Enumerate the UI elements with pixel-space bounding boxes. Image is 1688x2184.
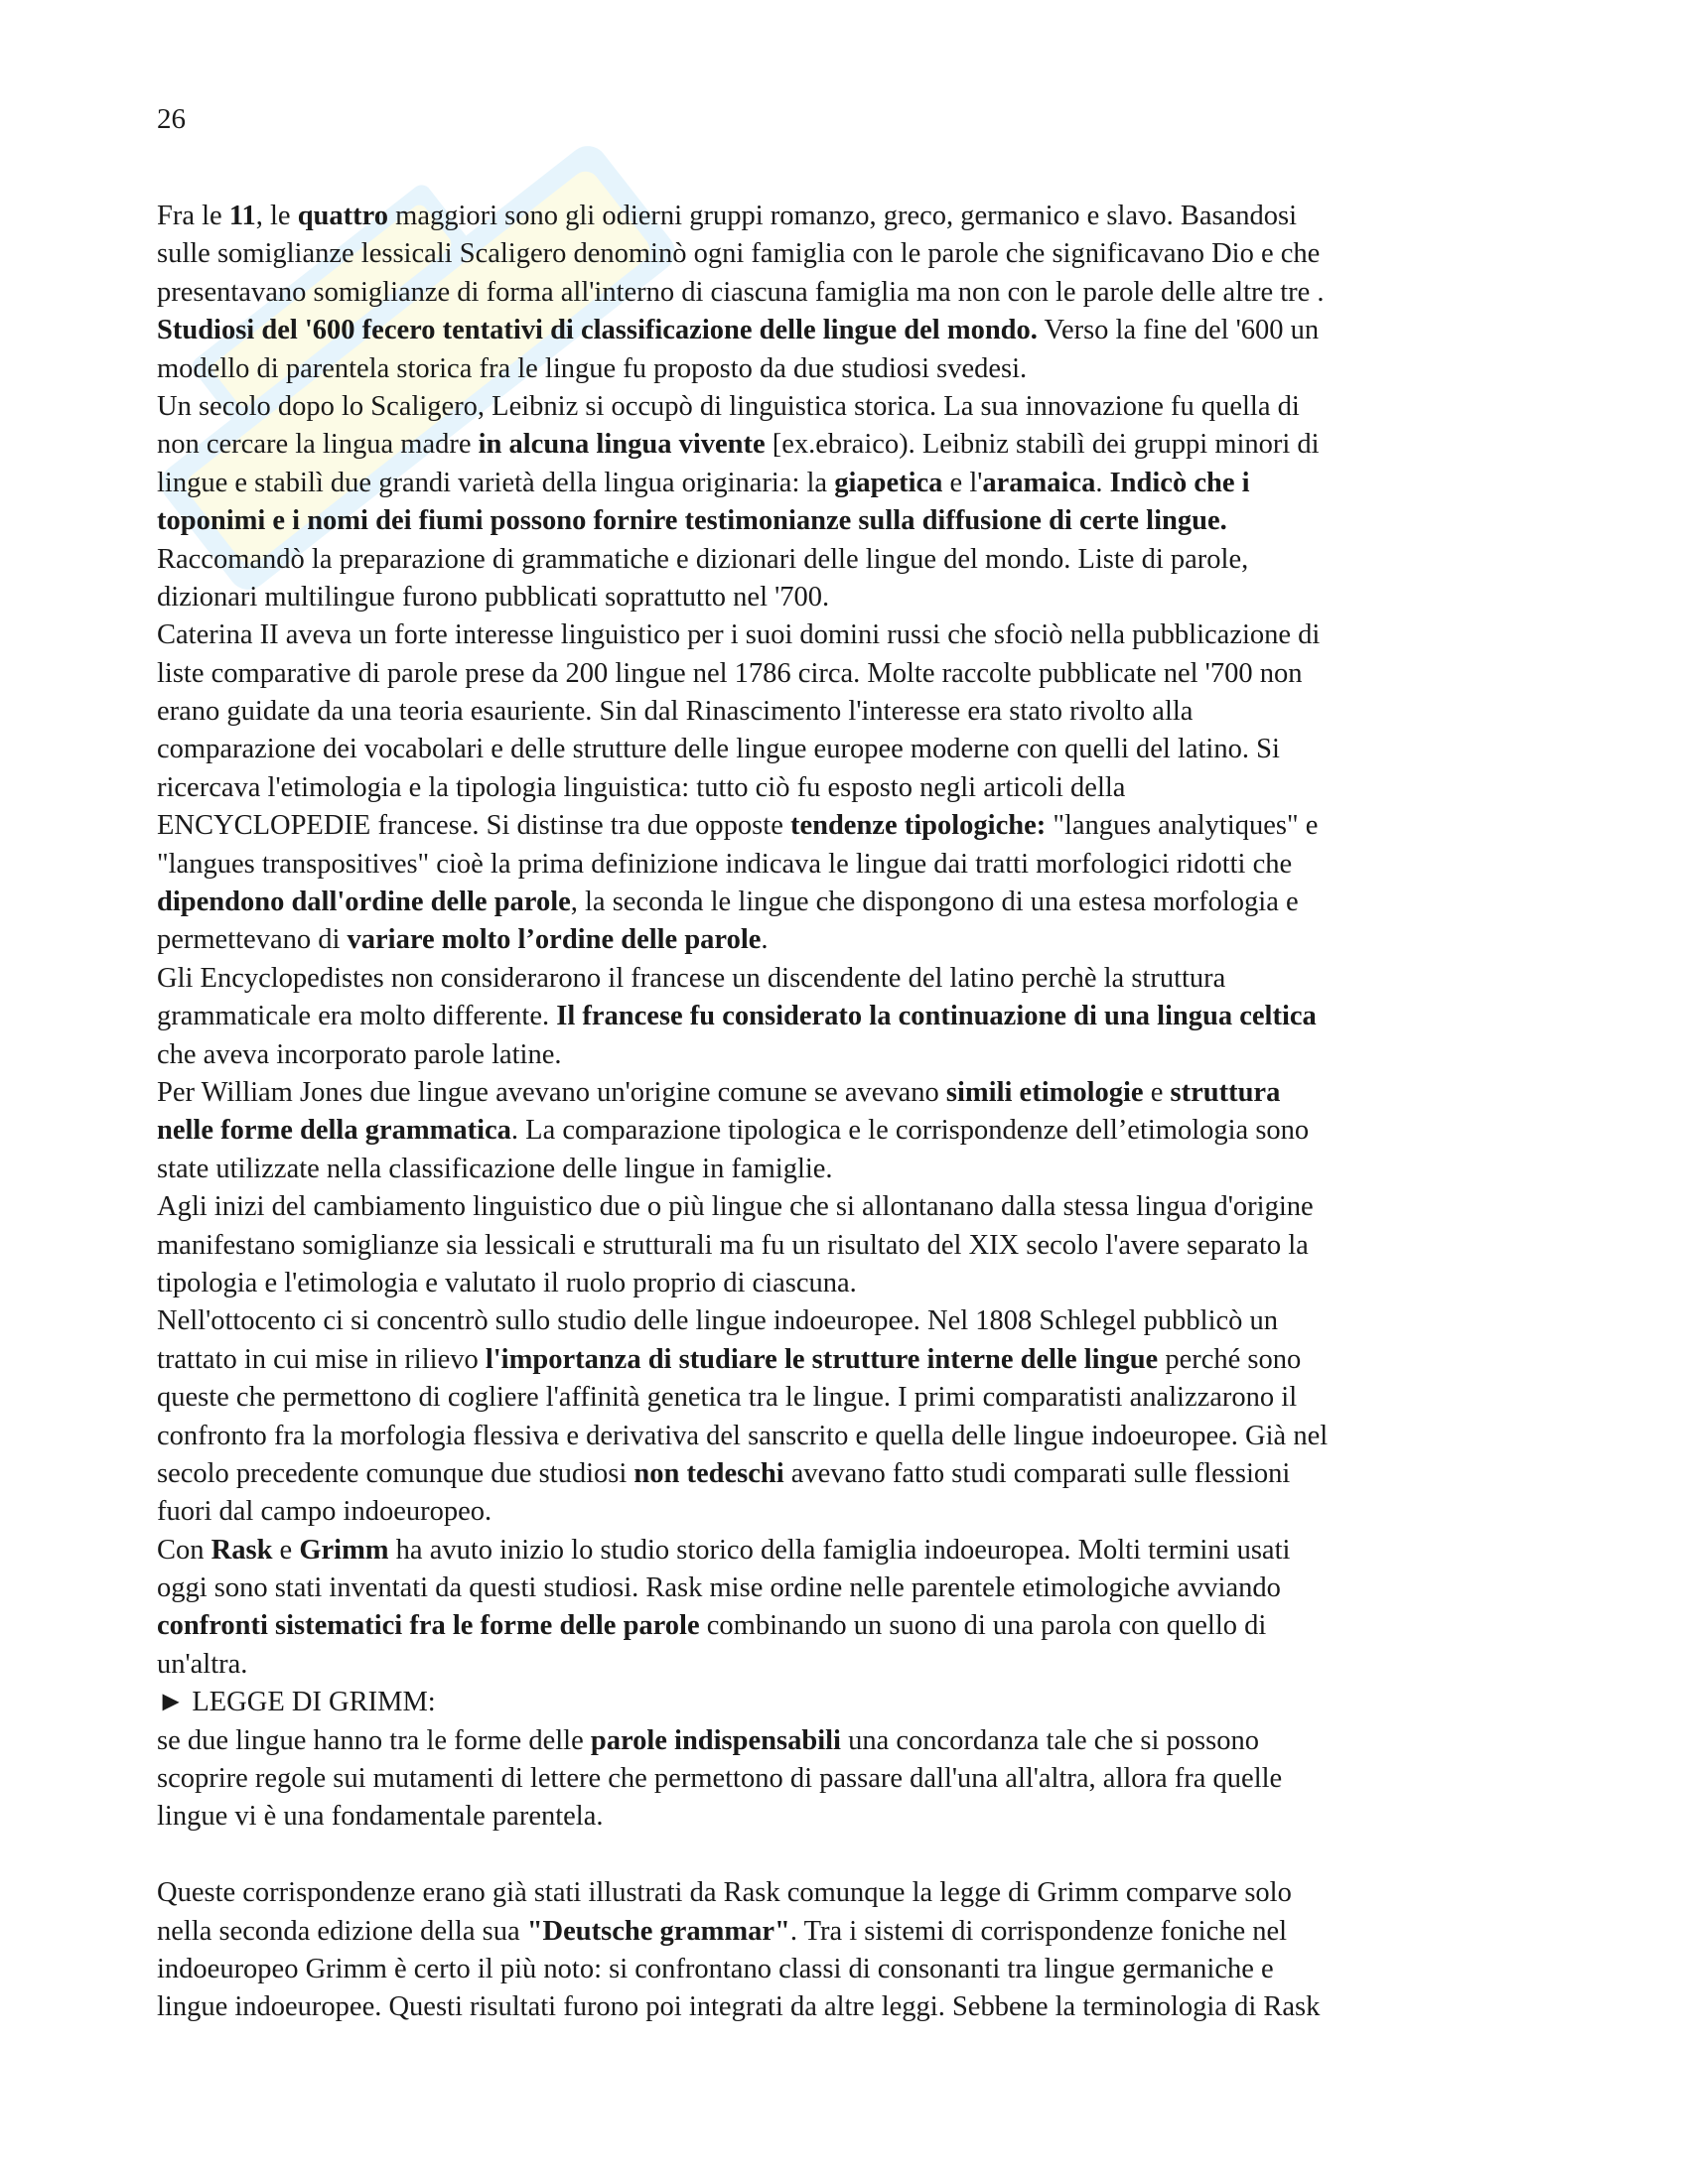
bold-text: Studiosi del '600 fecero tentativi di classificazione delle lingue del mondo. — [157, 315, 1038, 346]
text-run: Queste corrispondenze erano già stati illustrati da Rask comunque la legge di Grimm comparve solo — [157, 1877, 1292, 1909]
text-line — [157, 1951, 1547, 1988]
text-run: comparazione dei vocabolari e delle strutture delle lingue europee moderne con quelli del latino. Si — [157, 734, 1280, 765]
text-line — [157, 616, 1547, 654]
text-line — [157, 1646, 1547, 1684]
text-line — [157, 884, 1547, 921]
text-line — [157, 1798, 1547, 1836]
bold-text: aramaica — [982, 467, 1096, 498]
text-line — [157, 1760, 1547, 1798]
text-run: "langues transpositives" cioè la prima definizione indicava le lingue dai tratti morfologici ridotti che — [157, 848, 1293, 880]
blank-line — [157, 1837, 1547, 1874]
text-run: perché sono — [1158, 1343, 1302, 1375]
text-line — [157, 846, 1547, 884]
bold-text: parole indispensabili — [590, 1724, 841, 1756]
text-line — [157, 1607, 1547, 1645]
text-line — [157, 198, 1547, 235]
text-line — [157, 921, 1547, 959]
bold-text: struttura — [1170, 1076, 1281, 1108]
text-run: Raccomandò la preparazione di grammatiche e dizionari delle lingue del mondo. Liste di parole, — [157, 543, 1249, 575]
text-run: ha avuto inizio lo studio storico della famiglia indoeuropea. Molti termini usati — [388, 1534, 1291, 1566]
text-run: Per William Jones due lingue avevano un'origine comune se avevano — [157, 1076, 946, 1108]
text-line — [157, 1722, 1547, 1760]
text-line — [157, 465, 1547, 502]
text-run: queste che permettono di cogliere l'affinità genetica tra le lingue. I primi comparatisti analizzarono il — [157, 1382, 1298, 1414]
text-run: , le — [255, 201, 298, 231]
text-line — [157, 769, 1547, 807]
text-run: e — [272, 1534, 300, 1566]
bold-text: giapetica — [834, 467, 943, 498]
text-run: e l' — [942, 467, 983, 498]
text-run: "langues analytiques" e — [1046, 810, 1319, 842]
bold-text: Rask — [211, 1534, 273, 1566]
text-run: . — [1095, 467, 1110, 498]
text-run: . La comparazione tipologica e le corrispondenze dell’etimologia sono — [510, 1115, 1310, 1147]
text-run: permettevano di — [157, 924, 348, 956]
bold-text: Grimm — [299, 1534, 389, 1566]
text-run: ricercava l'etimologia e la tipologia linguistica: tutto ciò fu esposto negli articoli della — [157, 771, 1126, 803]
text-run: presentavano somiglianze di forma all'interno di ciascuna famiglia ma non con le parole delle altre tre . — [157, 276, 1325, 308]
text-run: lingue indoeuropee. Questi risultati furono poi integrati da altre leggi. Sebbene la terminologia di Rask — [157, 1991, 1321, 2023]
text-line — [157, 1988, 1547, 2026]
bold-text: Il francese fu considerato la continuazione di una lingua celtica — [556, 1001, 1317, 1032]
text-run: oggi sono stati inventati da questi studiosi. Rask mise ordine nelle parentele etimologiche avviando — [157, 1572, 1281, 1604]
text-run: combinando un suono di una parola con quello di — [699, 1610, 1267, 1642]
text-line — [157, 235, 1547, 273]
text-line — [157, 1684, 1547, 1721]
text-run: un'altra. — [157, 1648, 248, 1680]
text-line — [157, 693, 1547, 731]
text-run: Con — [157, 1534, 211, 1566]
text-run: Gli Encyclopedistes non considerarono il francese un discendente del latino perchè la struttura — [157, 962, 1226, 994]
text-line — [157, 274, 1547, 312]
text-line — [157, 1074, 1547, 1112]
text-run: Caterina II aveva un forte interesse linguistico per i suoi domini russi che sfociò nella pubblicazione di — [157, 619, 1321, 651]
bold-text: "Deutsche grammar" — [526, 1915, 790, 1947]
bold-text: 11 — [228, 201, 256, 231]
bold-text: toponimi e i nomi dei fiumi possono fornire testimonianze sulla diffusione di certe lingue. — [157, 505, 1227, 537]
text-line — [157, 1341, 1547, 1379]
text-line — [157, 1913, 1547, 1951]
text-line — [157, 502, 1547, 540]
text-line — [157, 998, 1547, 1035]
text-run: scoprire regole sui mutamenti di lettere che permettono di passare dall'una all'altra, allora fra quelle — [157, 1763, 1283, 1795]
text-run: Verso la fine del '600 un — [1037, 315, 1320, 346]
bold-text: nelle forme della grammatica — [157, 1115, 511, 1147]
text-line — [157, 1112, 1547, 1150]
bold-text: l'importanza di studiare le strutture interne delle lingue — [485, 1343, 1159, 1375]
text-line — [157, 1036, 1547, 1074]
text-run: Agli inizi del cambiamento linguistico due o più lingue che si allontanano dalla stessa lingua d'origine — [157, 1191, 1314, 1223]
text-run: tipologia e l'etimologia e valutato il ruolo proprio di ciascuna. — [157, 1267, 857, 1298]
text-run: avevano fatto studi comparati sulle flessioni — [783, 1457, 1291, 1489]
text-line — [157, 1570, 1547, 1607]
bold-text: quattro — [297, 201, 389, 231]
text-run: fuori dal campo indoeuropeo. — [157, 1496, 492, 1528]
text-run: . — [761, 924, 769, 956]
text-run: maggiori sono gli odierni gruppi romanzo, greco, germanico e slavo. Basandosi — [388, 201, 1297, 231]
text-run: confronto fra la morfologia flessiva e derivativa del sanscrito e quella delle lingue indoeuropee. Già nel — [157, 1420, 1329, 1451]
bold-text: variare molto l’ordine delle parole — [347, 924, 762, 956]
text-run: modello di parentela storica fra le lingue fu proposto da due studiosi svedesi. — [157, 352, 1028, 384]
text-run: Nell'ottocento ci si concentrò sullo studio delle lingue indoeuropee. Nel 1808 Schlegel pubblicò un — [157, 1305, 1279, 1337]
text-run: se due lingue hanno tra le forme delle — [157, 1724, 591, 1756]
bold-text: simili etimologie — [945, 1076, 1144, 1108]
text-run: Un secolo dopo lo Scaligero, Leibniz si occupò di linguistica storica. La sua innovazione fu quella di — [157, 390, 1300, 422]
text-run: , la seconda le lingue che dispongono di una estesa morfologia e — [570, 887, 1299, 918]
text-line — [157, 312, 1547, 349]
text-run: . Tra i sistemi di corrispondenze foniche nel — [789, 1915, 1288, 1947]
text-line — [157, 1265, 1547, 1302]
text-line — [157, 1227, 1547, 1265]
text-run: lingue e stabilì due grandi varietà della lingua originaria: la — [157, 467, 835, 498]
page-number: 26 — [157, 103, 186, 135]
text-line — [157, 1874, 1547, 1912]
text-line — [157, 1418, 1547, 1455]
text-run: secolo precedente comunque due studiosi — [157, 1457, 634, 1489]
text-run: ► LEGGE DI GRIMM: — [157, 1687, 436, 1718]
text-line — [157, 579, 1547, 616]
bold-text: tendenze tipologiche: — [789, 810, 1047, 842]
text-run: liste comparative di parole prese da 200 lingue nel 1786 circa. Molte raccolte pubblicate nel '700 non — [157, 657, 1303, 689]
text-line — [157, 655, 1547, 693]
bold-text: Indicò che i — [1109, 467, 1250, 498]
text-line — [157, 388, 1547, 426]
text-line — [157, 1532, 1547, 1570]
text-line — [157, 426, 1547, 464]
text-line — [157, 807, 1547, 845]
text-run: dizionari multilingue furono pubblicati soprattutto nel '700. — [157, 581, 830, 613]
text-line — [157, 1493, 1547, 1531]
text-run: grammaticale era molto differente. — [157, 1001, 557, 1032]
text-line — [157, 1455, 1547, 1493]
text-line — [157, 1151, 1547, 1188]
text-run: che aveva incorporato parole latine. — [157, 1038, 562, 1070]
text-run: indoeuropeo Grimm è certo il più noto: si confrontano classi di consonanti tra lingue germaniche e — [157, 1953, 1274, 1984]
text-run: manifestano somiglianze sia lessicali e strutturali ma fu un risultato del XIX secolo l'avere separato la — [157, 1229, 1309, 1261]
text-run: Fra le — [157, 201, 229, 231]
text-run: non cercare la lingua madre — [157, 429, 479, 461]
text-run: e — [1143, 1076, 1171, 1108]
text-run: state utilizzate nella classificazione delle lingue in famiglie. — [157, 1153, 833, 1184]
text-line — [157, 960, 1547, 998]
text-run: una concordanza tale che si possono — [840, 1724, 1259, 1756]
text-run: sulle somiglianze lessicali Scaligero denominò ogni famiglia con le parole che significavano Dio e che — [157, 238, 1321, 270]
text-run: nella seconda edizione della sua — [157, 1915, 527, 1947]
bold-text: in alcuna lingua vivente — [478, 429, 766, 461]
text-run: [ex.ebraico). Leibniz stabilì dei gruppi minori di — [765, 429, 1320, 461]
bold-text: dipendono dall'ordine delle parole — [157, 887, 571, 918]
bold-text: non tedeschi — [633, 1457, 784, 1489]
text-run: lingue vi è una fondamentale parentela. — [157, 1801, 604, 1833]
text-line — [157, 350, 1547, 388]
text-run: trattato in cui mise in rilievo — [157, 1343, 486, 1375]
text-line — [157, 1379, 1547, 1417]
text-line — [157, 731, 1547, 768]
document-body — [157, 198, 1547, 2027]
bold-text: confronti sistematici fra le forme delle parole — [157, 1610, 700, 1642]
text-run: erano guidate da una teoria esauriente. Sin dal Rinascimento l'interesse era stato rivolto alla — [157, 696, 1194, 728]
text-run: ENCYCLOPEDIE francese. Si distinse tra due opposte — [157, 810, 790, 842]
text-line — [157, 1302, 1547, 1340]
text-line — [157, 541, 1547, 579]
text-line — [157, 1188, 1547, 1226]
